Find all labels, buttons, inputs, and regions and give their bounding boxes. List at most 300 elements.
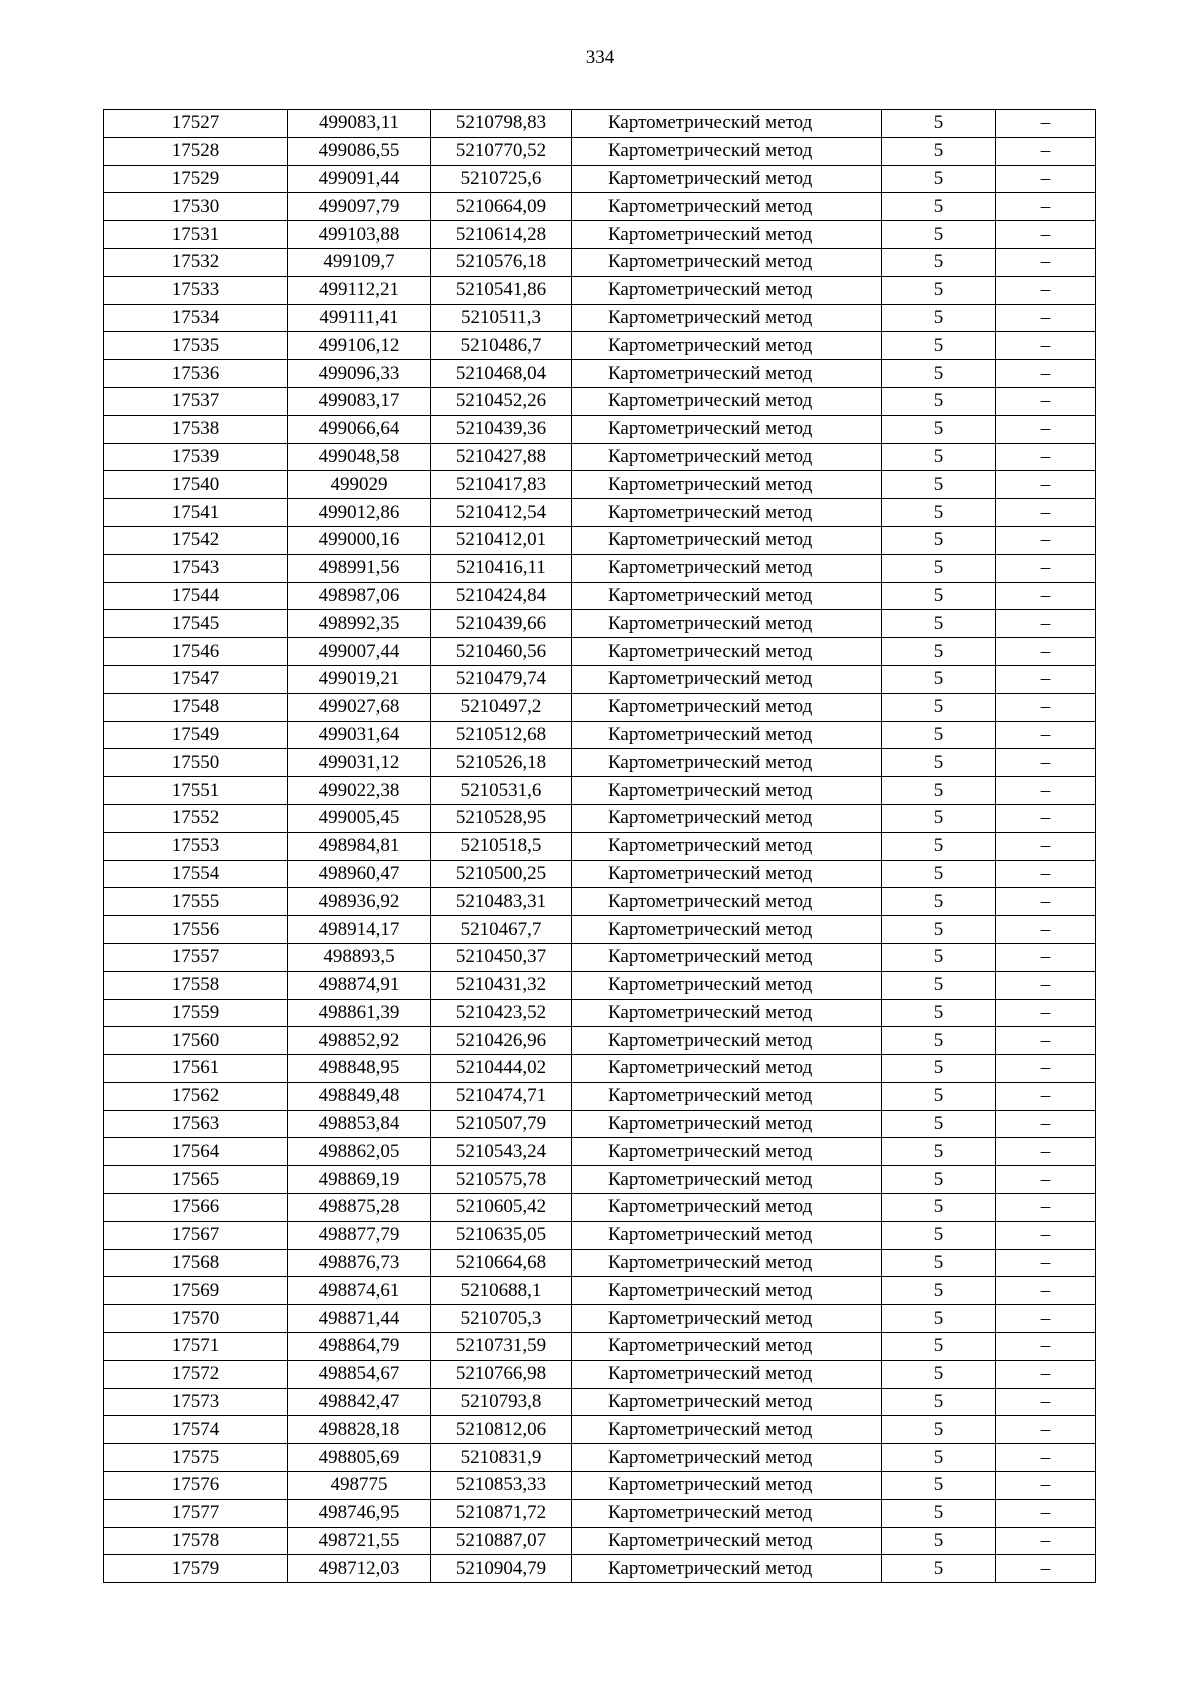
accuracy-cell: 5	[882, 332, 996, 360]
x-coordinate-cell: 499022,38	[288, 777, 431, 805]
x-coordinate-cell: 498746,95	[288, 1499, 431, 1527]
note-cell: –	[996, 471, 1096, 499]
accuracy-cell: 5	[882, 526, 996, 554]
table-row	[104, 943, 1096, 971]
method-cell: Картометрический метод	[572, 943, 882, 971]
y-coordinate-cell: 5210423,52	[431, 999, 572, 1027]
x-coordinate-cell: 499096,33	[288, 360, 431, 388]
point-number-cell: 17577	[104, 1499, 288, 1527]
y-coordinate-cell: 5210770,52	[431, 137, 572, 165]
table-row	[104, 304, 1096, 332]
point-number-cell: 17557	[104, 943, 288, 971]
y-coordinate-cell: 5210605,42	[431, 1194, 572, 1222]
method-cell: Картометрический метод	[572, 332, 882, 360]
point-number-cell: 17531	[104, 221, 288, 249]
accuracy-cell: 5	[882, 1527, 996, 1555]
point-number-cell: 17556	[104, 916, 288, 944]
x-coordinate-cell: 498960,47	[288, 860, 431, 888]
x-coordinate-cell: 498805,69	[288, 1444, 431, 1472]
accuracy-cell: 5	[882, 999, 996, 1027]
accuracy-cell: 5	[882, 1416, 996, 1444]
point-number-cell: 17552	[104, 804, 288, 832]
accuracy-cell: 5	[882, 888, 996, 916]
note-cell: –	[996, 693, 1096, 721]
note-cell: –	[996, 804, 1096, 832]
method-cell: Картометрический метод	[572, 1444, 882, 1472]
table-row	[104, 1444, 1096, 1472]
point-number-cell: 17575	[104, 1444, 288, 1472]
table-row	[104, 1333, 1096, 1361]
point-number-cell: 17564	[104, 1138, 288, 1166]
point-number-cell: 17548	[104, 693, 288, 721]
note-cell: –	[996, 1416, 1096, 1444]
y-coordinate-cell: 5210512,68	[431, 721, 572, 749]
method-cell: Картометрический метод	[572, 665, 882, 693]
method-cell: Картометрический метод	[572, 304, 882, 332]
note-cell: –	[996, 1388, 1096, 1416]
table-row	[104, 999, 1096, 1027]
y-coordinate-cell: 5210426,96	[431, 1027, 572, 1055]
point-number-cell: 17544	[104, 582, 288, 610]
x-coordinate-cell: 498936,92	[288, 888, 431, 916]
note-cell: –	[996, 1555, 1096, 1583]
x-coordinate-cell: 498861,39	[288, 999, 431, 1027]
point-number-cell: 17533	[104, 276, 288, 304]
method-cell: Картометрический метод	[572, 110, 882, 138]
accuracy-cell: 5	[882, 221, 996, 249]
method-cell: Картометрический метод	[572, 248, 882, 276]
method-cell: Картометрический метод	[572, 1360, 882, 1388]
note-cell: –	[996, 1499, 1096, 1527]
x-coordinate-cell: 499083,11	[288, 110, 431, 138]
accuracy-cell: 5	[882, 1555, 996, 1583]
y-coordinate-cell: 5210887,07	[431, 1527, 572, 1555]
table-row	[104, 693, 1096, 721]
x-coordinate-cell: 499031,64	[288, 721, 431, 749]
accuracy-cell: 5	[882, 777, 996, 805]
x-coordinate-cell: 498848,95	[288, 1055, 431, 1083]
point-number-cell: 17547	[104, 665, 288, 693]
y-coordinate-cell: 5210483,31	[431, 888, 572, 916]
accuracy-cell: 5	[882, 638, 996, 666]
method-cell: Картометрический метод	[572, 888, 882, 916]
point-number-cell: 17570	[104, 1305, 288, 1333]
note-cell: –	[996, 1527, 1096, 1555]
accuracy-cell: 5	[882, 1472, 996, 1500]
x-coordinate-cell: 498875,28	[288, 1194, 431, 1222]
point-number-cell: 17550	[104, 749, 288, 777]
y-coordinate-cell: 5210904,79	[431, 1555, 572, 1583]
method-cell: Картометрический метод	[572, 971, 882, 999]
note-cell: –	[996, 665, 1096, 693]
accuracy-cell: 5	[882, 1277, 996, 1305]
note-cell: –	[996, 1166, 1096, 1194]
point-number-cell: 17566	[104, 1194, 288, 1222]
table-row	[104, 1194, 1096, 1222]
point-number-cell: 17551	[104, 777, 288, 805]
method-cell: Картометрический метод	[572, 1499, 882, 1527]
method-cell: Картометрический метод	[572, 832, 882, 860]
table-row	[104, 1472, 1096, 1500]
x-coordinate-cell: 499012,86	[288, 499, 431, 527]
note-cell: –	[996, 526, 1096, 554]
point-number-cell: 17535	[104, 332, 288, 360]
page-number: 334	[585, 47, 615, 68]
x-coordinate-cell: 498874,61	[288, 1277, 431, 1305]
table-row	[104, 638, 1096, 666]
accuracy-cell: 5	[882, 1360, 996, 1388]
point-number-cell: 17562	[104, 1082, 288, 1110]
table-row	[104, 554, 1096, 582]
x-coordinate-cell: 499019,21	[288, 665, 431, 693]
table-row	[104, 749, 1096, 777]
method-cell: Картометрический метод	[572, 638, 882, 666]
accuracy-cell: 5	[882, 1305, 996, 1333]
method-cell: Картометрический метод	[572, 1249, 882, 1277]
x-coordinate-cell: 499007,44	[288, 638, 431, 666]
x-coordinate-cell: 498775	[288, 1472, 431, 1500]
method-cell: Картометрический метод	[572, 1305, 882, 1333]
method-cell: Картометрический метод	[572, 221, 882, 249]
accuracy-cell: 5	[882, 304, 996, 332]
accuracy-cell: 5	[882, 443, 996, 471]
point-number-cell: 17543	[104, 554, 288, 582]
x-coordinate-cell: 499066,64	[288, 415, 431, 443]
accuracy-cell: 5	[882, 1249, 996, 1277]
note-cell: –	[996, 1444, 1096, 1472]
accuracy-cell: 5	[882, 1055, 996, 1083]
table-row	[104, 610, 1096, 638]
note-cell: –	[996, 638, 1096, 666]
method-cell: Картометрический метод	[572, 721, 882, 749]
method-cell: Картометрический метод	[572, 554, 882, 582]
accuracy-cell: 5	[882, 693, 996, 721]
accuracy-cell: 5	[882, 1110, 996, 1138]
method-cell: Картометрический метод	[572, 1055, 882, 1083]
point-number-cell: 17542	[104, 526, 288, 554]
y-coordinate-cell: 5210439,36	[431, 415, 572, 443]
x-coordinate-cell: 499112,21	[288, 276, 431, 304]
accuracy-cell: 5	[882, 804, 996, 832]
point-number-cell: 17568	[104, 1249, 288, 1277]
note-cell: –	[996, 415, 1096, 443]
note-cell: –	[996, 916, 1096, 944]
y-coordinate-cell: 5210467,7	[431, 916, 572, 944]
x-coordinate-cell: 498876,73	[288, 1249, 431, 1277]
point-number-cell: 17561	[104, 1055, 288, 1083]
note-cell: –	[996, 1333, 1096, 1361]
y-coordinate-cell: 5210664,68	[431, 1249, 572, 1277]
point-number-cell: 17554	[104, 860, 288, 888]
point-number-cell: 17536	[104, 360, 288, 388]
note-cell: –	[996, 387, 1096, 415]
x-coordinate-cell: 499029	[288, 471, 431, 499]
table-row	[104, 332, 1096, 360]
table-row	[104, 1221, 1096, 1249]
method-cell: Картометрический метод	[572, 499, 882, 527]
note-cell: –	[996, 1249, 1096, 1277]
method-cell: Картометрический метод	[572, 526, 882, 554]
table-row	[104, 971, 1096, 999]
table-row	[104, 471, 1096, 499]
y-coordinate-cell: 5210635,05	[431, 1221, 572, 1249]
table-row	[104, 1082, 1096, 1110]
y-coordinate-cell: 5210614,28	[431, 221, 572, 249]
table-row	[104, 137, 1096, 165]
point-number-cell: 17558	[104, 971, 288, 999]
x-coordinate-cell: 499106,12	[288, 332, 431, 360]
table-row	[104, 721, 1096, 749]
y-coordinate-cell: 5210725,6	[431, 165, 572, 193]
accuracy-cell: 5	[882, 415, 996, 443]
x-coordinate-cell: 498984,81	[288, 832, 431, 860]
method-cell: Картометрический метод	[572, 777, 882, 805]
y-coordinate-cell: 5210531,6	[431, 777, 572, 805]
x-coordinate-cell: 498874,91	[288, 971, 431, 999]
x-coordinate-cell: 499083,17	[288, 387, 431, 415]
accuracy-cell: 5	[882, 665, 996, 693]
method-cell: Картометрический метод	[572, 137, 882, 165]
x-coordinate-cell: 498828,18	[288, 1416, 431, 1444]
coordinates-table-body	[104, 110, 1096, 1583]
note-cell: –	[996, 749, 1096, 777]
table-row	[104, 1360, 1096, 1388]
x-coordinate-cell: 498877,79	[288, 1221, 431, 1249]
method-cell: Картометрический метод	[572, 415, 882, 443]
note-cell: –	[996, 860, 1096, 888]
point-number-cell: 17530	[104, 193, 288, 221]
method-cell: Картометрический метод	[572, 1194, 882, 1222]
point-number-cell: 17528	[104, 137, 288, 165]
table-row	[104, 1249, 1096, 1277]
y-coordinate-cell: 5210526,18	[431, 749, 572, 777]
note-cell: –	[996, 304, 1096, 332]
x-coordinate-cell: 499000,16	[288, 526, 431, 554]
x-coordinate-cell: 498852,92	[288, 1027, 431, 1055]
x-coordinate-cell: 498893,5	[288, 943, 431, 971]
note-cell: –	[996, 360, 1096, 388]
accuracy-cell: 5	[882, 1194, 996, 1222]
y-coordinate-cell: 5210497,2	[431, 693, 572, 721]
x-coordinate-cell: 499109,7	[288, 248, 431, 276]
point-number-cell: 17563	[104, 1110, 288, 1138]
table-row	[104, 443, 1096, 471]
accuracy-cell: 5	[882, 499, 996, 527]
method-cell: Картометрический метод	[572, 1416, 882, 1444]
point-number-cell: 17545	[104, 610, 288, 638]
table-row	[104, 1305, 1096, 1333]
accuracy-cell: 5	[882, 971, 996, 999]
x-coordinate-cell: 498862,05	[288, 1138, 431, 1166]
x-coordinate-cell: 499048,58	[288, 443, 431, 471]
x-coordinate-cell: 499031,12	[288, 749, 431, 777]
note-cell: –	[996, 137, 1096, 165]
x-coordinate-cell: 498864,79	[288, 1333, 431, 1361]
x-coordinate-cell: 499027,68	[288, 693, 431, 721]
accuracy-cell: 5	[882, 832, 996, 860]
table-row	[104, 916, 1096, 944]
method-cell: Картометрический метод	[572, 1333, 882, 1361]
accuracy-cell: 5	[882, 248, 996, 276]
accuracy-cell: 5	[882, 137, 996, 165]
point-number-cell: 17569	[104, 1277, 288, 1305]
point-number-cell: 17539	[104, 443, 288, 471]
point-number-cell: 17540	[104, 471, 288, 499]
table-row	[104, 804, 1096, 832]
y-coordinate-cell: 5210439,66	[431, 610, 572, 638]
note-cell: –	[996, 943, 1096, 971]
note-cell: –	[996, 554, 1096, 582]
y-coordinate-cell: 5210812,06	[431, 1416, 572, 1444]
note-cell: –	[996, 1305, 1096, 1333]
note-cell: –	[996, 1027, 1096, 1055]
table-row	[104, 1110, 1096, 1138]
method-cell: Картометрический метод	[572, 860, 882, 888]
y-coordinate-cell: 5210543,24	[431, 1138, 572, 1166]
method-cell: Картометрический метод	[572, 165, 882, 193]
y-coordinate-cell: 5210793,8	[431, 1388, 572, 1416]
y-coordinate-cell: 5210452,26	[431, 387, 572, 415]
x-coordinate-cell: 498849,48	[288, 1082, 431, 1110]
table-row	[104, 221, 1096, 249]
table-row	[104, 1555, 1096, 1583]
point-number-cell: 17527	[104, 110, 288, 138]
note-cell: –	[996, 999, 1096, 1027]
x-coordinate-cell: 499103,88	[288, 221, 431, 249]
point-number-cell: 17538	[104, 415, 288, 443]
point-number-cell: 17541	[104, 499, 288, 527]
note-cell: –	[996, 1472, 1096, 1500]
accuracy-cell: 5	[882, 165, 996, 193]
y-coordinate-cell: 5210853,33	[431, 1472, 572, 1500]
y-coordinate-cell: 5210412,01	[431, 526, 572, 554]
table-row	[104, 110, 1096, 138]
method-cell: Картометрический метод	[572, 471, 882, 499]
y-coordinate-cell: 5210528,95	[431, 804, 572, 832]
point-number-cell: 17572	[104, 1360, 288, 1388]
accuracy-cell: 5	[882, 1333, 996, 1361]
table-row	[104, 415, 1096, 443]
y-coordinate-cell: 5210705,3	[431, 1305, 572, 1333]
method-cell: Картометрический метод	[572, 582, 882, 610]
y-coordinate-cell: 5210688,1	[431, 1277, 572, 1305]
y-coordinate-cell: 5210424,84	[431, 582, 572, 610]
note-cell: –	[996, 1138, 1096, 1166]
y-coordinate-cell: 5210427,88	[431, 443, 572, 471]
y-coordinate-cell: 5210444,02	[431, 1055, 572, 1083]
method-cell: Картометрический метод	[572, 749, 882, 777]
y-coordinate-cell: 5210412,54	[431, 499, 572, 527]
y-coordinate-cell: 5210511,3	[431, 304, 572, 332]
method-cell: Картометрический метод	[572, 1527, 882, 1555]
point-number-cell: 17578	[104, 1527, 288, 1555]
note-cell: –	[996, 443, 1096, 471]
point-number-cell: 17567	[104, 1221, 288, 1249]
method-cell: Картометрический метод	[572, 387, 882, 415]
x-coordinate-cell: 498854,67	[288, 1360, 431, 1388]
x-coordinate-cell: 499005,45	[288, 804, 431, 832]
accuracy-cell: 5	[882, 360, 996, 388]
x-coordinate-cell: 499097,79	[288, 193, 431, 221]
y-coordinate-cell: 5210507,79	[431, 1110, 572, 1138]
table-row	[104, 860, 1096, 888]
table-row	[104, 1055, 1096, 1083]
y-coordinate-cell: 5210576,18	[431, 248, 572, 276]
method-cell: Картометрический метод	[572, 1082, 882, 1110]
point-number-cell: 17532	[104, 248, 288, 276]
table-row	[104, 276, 1096, 304]
accuracy-cell: 5	[882, 1388, 996, 1416]
x-coordinate-cell: 498991,56	[288, 554, 431, 582]
y-coordinate-cell: 5210460,56	[431, 638, 572, 666]
accuracy-cell: 5	[882, 749, 996, 777]
x-coordinate-cell: 498853,84	[288, 1110, 431, 1138]
accuracy-cell: 5	[882, 276, 996, 304]
table-row	[104, 1388, 1096, 1416]
accuracy-cell: 5	[882, 610, 996, 638]
note-cell: –	[996, 1221, 1096, 1249]
table-row	[104, 1527, 1096, 1555]
y-coordinate-cell: 5210541,86	[431, 276, 572, 304]
table-row	[104, 1416, 1096, 1444]
y-coordinate-cell: 5210871,72	[431, 1499, 572, 1527]
accuracy-cell: 5	[882, 1221, 996, 1249]
y-coordinate-cell: 5210518,5	[431, 832, 572, 860]
accuracy-cell: 5	[882, 387, 996, 415]
table-row	[104, 1027, 1096, 1055]
point-number-cell: 17549	[104, 721, 288, 749]
table-row	[104, 387, 1096, 415]
method-cell: Картометрический метод	[572, 610, 882, 638]
accuracy-cell: 5	[882, 1166, 996, 1194]
x-coordinate-cell: 498914,17	[288, 916, 431, 944]
table-row	[104, 888, 1096, 916]
table-row	[104, 832, 1096, 860]
accuracy-cell: 5	[882, 1027, 996, 1055]
x-coordinate-cell: 498712,03	[288, 1555, 431, 1583]
point-number-cell: 17555	[104, 888, 288, 916]
x-coordinate-cell: 498721,55	[288, 1527, 431, 1555]
y-coordinate-cell: 5210450,37	[431, 943, 572, 971]
table-row	[104, 665, 1096, 693]
table-row	[104, 526, 1096, 554]
point-number-cell: 17573	[104, 1388, 288, 1416]
x-coordinate-cell: 498992,35	[288, 610, 431, 638]
y-coordinate-cell: 5210416,11	[431, 554, 572, 582]
point-number-cell: 17553	[104, 832, 288, 860]
y-coordinate-cell: 5210431,32	[431, 971, 572, 999]
note-cell: –	[996, 777, 1096, 805]
method-cell: Картометрический метод	[572, 1166, 882, 1194]
y-coordinate-cell: 5210831,9	[431, 1444, 572, 1472]
method-cell: Картометрический метод	[572, 360, 882, 388]
method-cell: Картометрический метод	[572, 1472, 882, 1500]
method-cell: Картометрический метод	[572, 693, 882, 721]
method-cell: Картометрический метод	[572, 1110, 882, 1138]
method-cell: Картометрический метод	[572, 804, 882, 832]
point-number-cell: 17576	[104, 1472, 288, 1500]
note-cell: –	[996, 888, 1096, 916]
method-cell: Картометрический метод	[572, 1555, 882, 1583]
table-row	[104, 499, 1096, 527]
note-cell: –	[996, 971, 1096, 999]
point-number-cell: 17565	[104, 1166, 288, 1194]
method-cell: Картометрический метод	[572, 1388, 882, 1416]
point-number-cell: 17546	[104, 638, 288, 666]
accuracy-cell: 5	[882, 916, 996, 944]
point-number-cell: 17579	[104, 1555, 288, 1583]
table-row	[104, 360, 1096, 388]
